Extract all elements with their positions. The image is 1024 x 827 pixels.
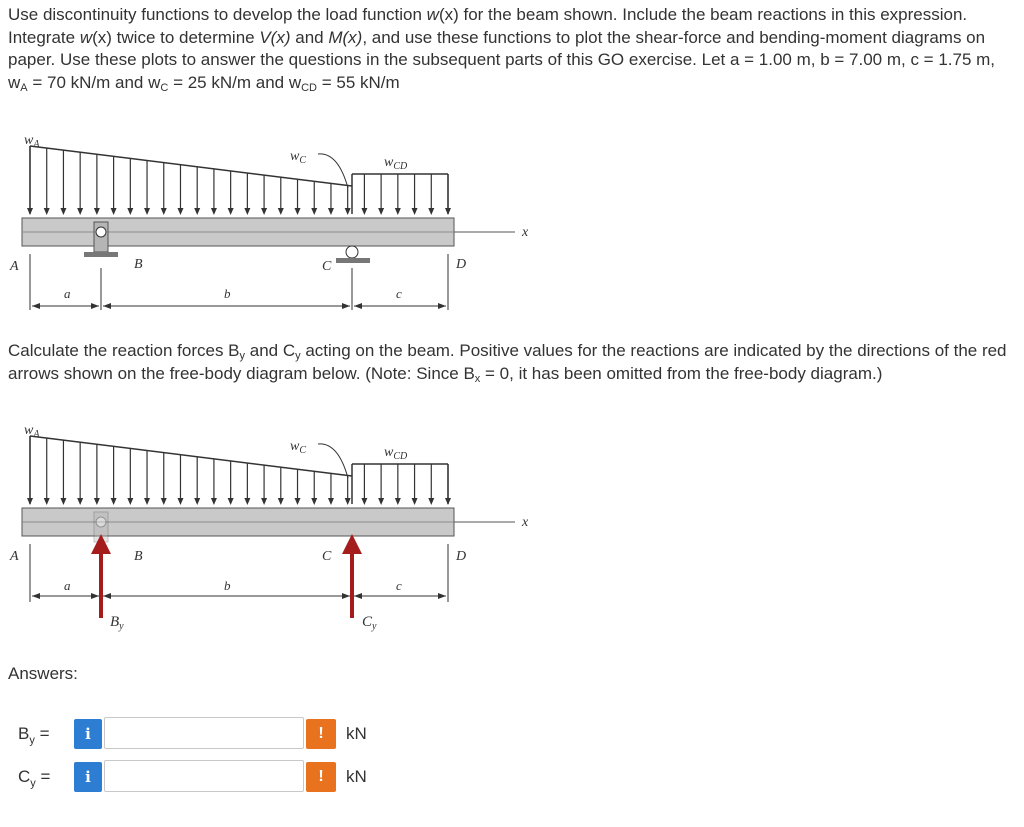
wcd-value: = 55 kN/m xyxy=(317,72,400,92)
label-a-dim: a xyxy=(64,578,71,593)
wc-subscript: C xyxy=(160,81,169,94)
load-arrowhead xyxy=(77,498,83,505)
load-arrowhead xyxy=(194,498,200,505)
load-arrowhead xyxy=(445,208,451,215)
answer-row-cy xyxy=(0,759,400,795)
info-button[interactable]: i xyxy=(74,762,102,792)
label-x-axis: x xyxy=(522,515,529,530)
problem-text: twice to determine xyxy=(111,27,260,47)
instr-text: = 0, it has been omitted from the free-body diagram.) xyxy=(480,363,883,383)
instr-text: and C xyxy=(245,341,296,360)
wa-subscript: A xyxy=(20,81,28,94)
label-wc: $w_C$ xyxy=(290,439,307,456)
load-arrowhead xyxy=(244,498,250,505)
bx-subscript: x xyxy=(474,372,481,385)
problem-text: and xyxy=(290,27,329,47)
load-arrowhead xyxy=(311,208,317,215)
load-arrowhead xyxy=(94,498,100,505)
wa-value: = 70 kN/m and w xyxy=(27,72,161,92)
load-arrowhead xyxy=(127,498,133,505)
load-arrowhead xyxy=(111,498,117,505)
label-wcd: $w_{CD}$ xyxy=(384,155,408,172)
load-arrowhead xyxy=(428,498,434,505)
load-arrowhead xyxy=(278,498,284,505)
load-arrowhead xyxy=(228,498,234,505)
load-arrowhead xyxy=(395,208,401,215)
by-subscript: y xyxy=(239,350,246,362)
load-arrowhead xyxy=(194,208,200,215)
load-arrowhead xyxy=(144,498,150,505)
load-arrowhead xyxy=(445,498,451,505)
load-arrowhead xyxy=(94,208,100,215)
load-arrowhead xyxy=(361,208,367,215)
label-c-dim: c xyxy=(396,286,402,301)
load-arrowhead xyxy=(177,498,183,505)
label-cy-reaction: $C_y$ xyxy=(362,614,377,632)
wx-symbol: w xyxy=(79,27,93,47)
load-arrowhead xyxy=(161,208,167,215)
wx-arg: (x) xyxy=(92,27,112,47)
load-arrowhead xyxy=(144,208,150,215)
load-arrowhead xyxy=(412,498,418,505)
load-arrowhead xyxy=(244,208,250,215)
unit-label: kN xyxy=(346,724,367,743)
load-arrowhead xyxy=(261,498,267,505)
label-a-dim: a xyxy=(64,286,71,301)
instr-text: Calculate the reaction forces B xyxy=(8,341,240,360)
label-a-point: A xyxy=(10,259,19,274)
support-c xyxy=(336,246,370,263)
instr-text: acting on the beam. Positive values for the reactions are indicated by the directions of the red arrows shown on the free-body diagram below. (Note: Since B xyxy=(8,341,1007,383)
cy-subscript: y xyxy=(295,350,301,362)
load-arrowhead xyxy=(44,498,50,505)
load-arrowhead xyxy=(278,208,284,215)
load-arrowhead xyxy=(311,498,317,505)
label-b-point: B xyxy=(134,549,143,564)
answer-row-by xyxy=(0,716,400,752)
label-by-reaction: $B_y$ xyxy=(110,614,124,632)
by-label: $B_y$ = xyxy=(18,724,50,747)
load-arrowhead xyxy=(378,208,384,215)
label-b-dim: b xyxy=(224,286,231,301)
load-arrowhead xyxy=(295,208,301,215)
load-arrowhead xyxy=(60,498,66,505)
label-wa: $w_A$ xyxy=(24,133,40,150)
cy-input[interactable] xyxy=(104,760,304,792)
load-arrowhead xyxy=(345,208,351,215)
problem-text: , and use these functions to plot the shear-force and bending-moment diagrams on paper. Use these plots to answer the questions in the subsequent parts of this GO exercise. Let xyxy=(8,27,986,69)
label-c-dim: c xyxy=(396,578,402,593)
load-arrowhead xyxy=(44,208,50,215)
wc-value: = 25 kN/m and w xyxy=(168,72,302,92)
load-arrowhead xyxy=(127,208,133,215)
unit-label: kN xyxy=(346,767,367,786)
load-arrowhead xyxy=(295,498,301,505)
load-arrowhead xyxy=(60,208,66,215)
load-arrowhead xyxy=(77,208,83,215)
label-d-point: D xyxy=(456,549,467,564)
label-wc: $w_C$ xyxy=(290,149,307,166)
load-arrowhead xyxy=(161,498,167,505)
warning-icon[interactable]: ! xyxy=(306,719,336,749)
by-input[interactable] xyxy=(104,717,304,749)
mx-symbol: M(x) xyxy=(328,27,363,47)
load-arrowhead xyxy=(27,498,33,505)
problem-statement xyxy=(8,4,1008,94)
label-wcd: $w_{CD}$ xyxy=(384,445,408,462)
load-arrowhead xyxy=(328,498,334,505)
wcd-subscript: CD xyxy=(301,81,317,94)
cy-label: $C_y$ = xyxy=(18,767,51,790)
answers-heading: Answers: xyxy=(8,664,78,683)
instructions xyxy=(8,340,1008,385)
load-arrowhead xyxy=(345,498,351,505)
load-arrowhead xyxy=(261,208,267,215)
load-arrowhead xyxy=(428,208,434,215)
load-arrowhead xyxy=(228,208,234,215)
info-button[interactable]: i xyxy=(74,719,102,749)
label-b-point: B xyxy=(134,257,143,272)
load-arrowhead xyxy=(328,208,334,215)
label-x-axis: x xyxy=(522,225,529,240)
warning-icon[interactable]: ! xyxy=(306,762,336,792)
vx-symbol: V(x) xyxy=(259,27,291,47)
dimension-lines xyxy=(30,254,448,310)
wx-symbol: w xyxy=(426,5,439,24)
label-d-point: D xyxy=(456,257,467,272)
load-arrowhead xyxy=(111,208,117,215)
load-arrowhead xyxy=(211,208,217,215)
load-arrowhead xyxy=(412,208,418,215)
wx-arg: (x) xyxy=(438,5,459,24)
load-arrowhead xyxy=(378,498,384,505)
problem-text: Use discontinuity functions to develop the load function xyxy=(8,5,427,24)
dimension-lines xyxy=(30,544,448,602)
free-body-diagram xyxy=(0,418,560,638)
label-c-point: C xyxy=(322,549,332,564)
load-arrowhead xyxy=(177,208,183,215)
load-arrowhead xyxy=(27,208,33,215)
load-arrowhead xyxy=(361,498,367,505)
load-arrowhead xyxy=(211,498,217,505)
label-a-point: A xyxy=(10,549,19,564)
beam-diagram xyxy=(0,128,560,323)
problem-text: for the beam shown. Include the beam reactions in this expression. Integrate xyxy=(8,5,968,47)
parameters-text: a = 1.00 m, b = 7.00 m, c = 1.75 m, w xyxy=(8,50,996,92)
load-arrowhead xyxy=(395,498,401,505)
label-c-point: C xyxy=(322,259,332,274)
label-wa: $w_A$ xyxy=(24,423,40,440)
support-b-ghost xyxy=(94,512,108,542)
label-b-dim: b xyxy=(224,578,231,593)
